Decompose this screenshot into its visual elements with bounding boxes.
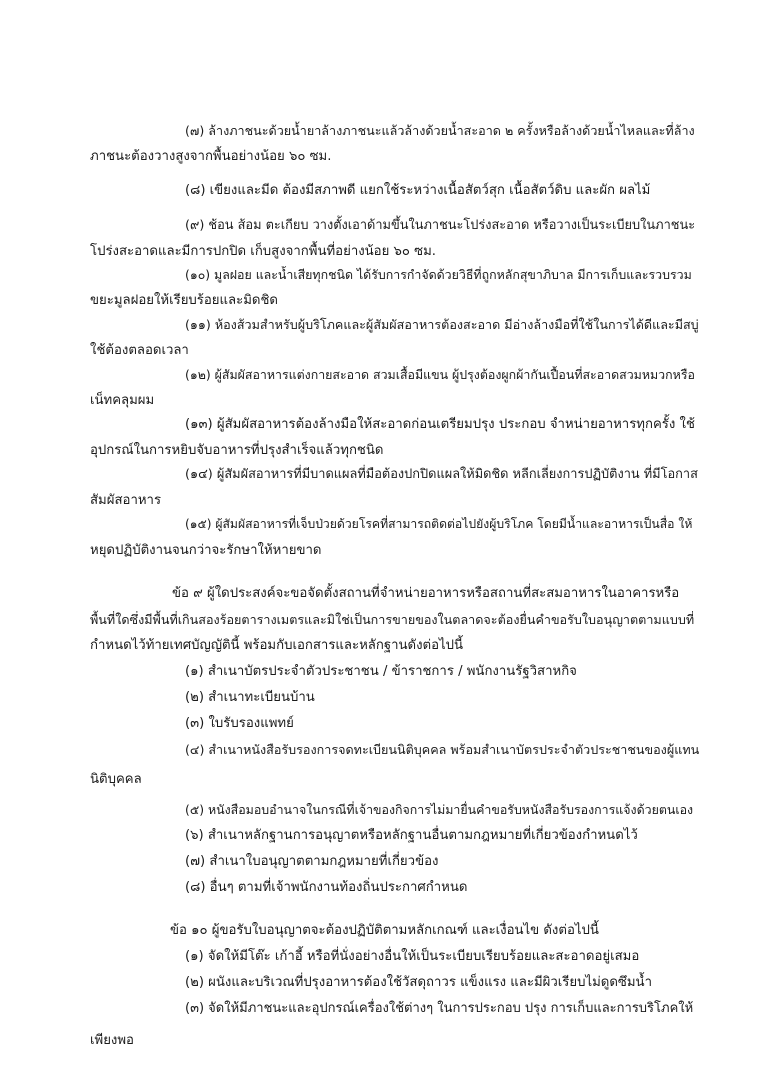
paragraph-line: หยุดปฏิบัติงานจนกว่าจะรักษาให้หายขาด xyxy=(90,543,322,558)
document-list-item: (๓) ใบรับรองแพทย์ xyxy=(185,716,294,731)
section-9-paragraph: ข้อ ๙ ผู้ใดประสงค์จะขอจัดตั้งสถานที่จำหน่ายอาหารหรือสถานที่สะสมอาหารในอาคารหรือ xyxy=(172,586,680,601)
document-list-item: นิติบุคคล xyxy=(90,772,142,787)
paragraph-line: ขยะมูลฝอยให้เรียบร้อยและมิดชิด xyxy=(90,293,278,308)
paragraph-line: (๑๕) ผู้สัมผัสอาหารที่เจ็บป่วยด้วยโรคที่สามารถติดต่อไปยังผู้บริโภค โดยมีน้ำและอาหารเป็นสื่อ ให้ xyxy=(185,517,693,531)
paragraph-line: เน็ทคลุมผม xyxy=(90,393,155,408)
section-9-paragraph: กำหนดไว้ท้ายเทศบัญญัตินี้ พร้อมกับเอกสารและหลักฐานดังต่อไปนี้ xyxy=(90,638,464,653)
section-10-paragraph: ข้อ ๑๐ ผู้ขอรับใบอนุญาตจะต้องปฏิบัติตามหลักเกณฑ์ และเงื่อนไข ดังต่อไปนี้ xyxy=(170,923,599,938)
section-9-paragraph: พื้นที่ใดซึ่งมีพื้นที่เกินสองร้อยตารางเมตรและมิใช่เป็นการขายของในตลาดจะต้องยื่นคำขอรับใบอนุญาตตามแบบที่ xyxy=(90,612,695,627)
paragraph-line: (๑๒) ผู้สัมผัสอาหารแต่งกายสะอาด สวมเสื้อมีแขน ผู้ปรุงต้องผูกผ้ากันเปื้อนที่สะอาดสวมหมวกหรือ xyxy=(185,367,695,382)
condition-list-item: เพียงพอ xyxy=(90,1033,134,1048)
paragraph-line: สัมผัสอาหาร xyxy=(90,493,162,508)
condition-list-item: (๑) จัดให้มีโต๊ะ เก้าอี้ หรือที่นั่งอย่างอื่นให้เป็นระเบียบเรียบร้อยและสะอาดอยู่เสมอ xyxy=(185,949,640,964)
document-list-item: (๘) อื่นๆ ตามที่เจ้าพนักงานท้องถิ่นประกาศกำหนด xyxy=(185,880,468,895)
paragraph-line: (๑๑) ห้องส้วมสำหรับผู้บริโภคและผู้สัมผัสอาหารต้องสะอาด มีอ่างล้างมือที่ใช้ในการได้ดีและมีสบู่ xyxy=(185,317,699,332)
condition-list-item: (๓) จัดให้มีภาชนะและอุปกรณ์เครื่องใช้ต่างๆ ในการประกอบ ปรุง การเก็บและการบริโภคให้ xyxy=(185,1001,694,1016)
document-list-item: (๑) สำเนาบัตรประจำตัวประชาชน / ข้าราชการ / พนักงานรัฐวิสาหกิจ xyxy=(185,664,577,679)
condition-list-item: (๒) ผนังและบริเวณที่ปรุงอาหารต้องใช้วัสดุถาวร แข็งแรง และมีผิวเรียบไม่ดูดซึมน้ำ xyxy=(185,975,652,990)
paragraph-line: ใช้ต้องตลอดเวลา xyxy=(90,343,189,358)
paragraph-line: อุปกรณ์ในการหยิบจับอาหารที่ปรุงสำเร็จแล้วทุกชนิด xyxy=(90,443,384,458)
paragraph-line: ภาชนะต้องวางสูงจากพื้นอย่างน้อย ๖๐ ซม. xyxy=(90,149,332,164)
document-list-item: (๖) สำเนาหลักฐานการอนุญาตหรือหลักฐานอื่นตามกฎหมายที่เกี่ยวข้องกำหนดไว้ xyxy=(185,828,638,843)
paragraph-line: (๑๐) มูลฝอย และน้ำเสียทุกชนิด ได้รับการกำจัดด้วยวิธีที่ถูกหลักสุขาภิบาล มีการเก็บและรวบรวม xyxy=(185,267,692,282)
paragraph-line: (๙) ช้อน ส้อม ตะเกียบ วางตั้งเอาด้ามขึ้นในภาชนะโปร่งสะอาด หรือวางเป็นระเบียบในภาชนะ xyxy=(185,218,696,233)
document-list-item: (๔) สำเนาหนังสือรับรองการจดทะเบียนนิติบุคคล พร้อมสำเนาบัตรประจำตัวประชาชนของผู้แทน xyxy=(185,742,700,757)
document-list-item: (๗) สำเนาใบอนุญาตตามกฎหมายที่เกี่ยวข้อง xyxy=(185,854,439,869)
paragraph-line: (๘) เขียงและมีด ต้องมีสภาพดี แยกใช้ระหว่างเนื้อสัตว์สุก เนื้อสัตว์ดิบ และผัก ผลไม้ xyxy=(185,183,651,198)
document-list-item: (๒) สำเนาทะเบียนบ้าน xyxy=(185,690,315,705)
paragraph-line: โปร่งสะอาดและมีการปกปิด เก็บสูงจากพื้นที่อย่างน้อย ๖๐ ซม. xyxy=(90,244,436,259)
document-list-item: (๕) หนังสือมอบอำนาจในกรณีที่เจ้าของกิจการไม่มายื่นคำขอรับหนังสือรับรองการแจ้งด้วยตนเอง xyxy=(185,802,694,817)
paragraph-line: (๑๓) ผู้สัมผัสอาหารต้องล้างมือให้สะอาดก่อนเตรียมปรุง ประกอบ จำหน่ายอาหารทุกครั้ง ใช้ xyxy=(185,417,695,432)
paragraph-line: (๗) ล้างภาชนะด้วยน้ำยาล้างภาชนะแล้วล้างด้วยน้ำสะอาด ๒ ครั้งหรือล้างด้วยน้ำไหลและที่ล้าง xyxy=(185,123,695,138)
paragraph-line: (๑๔) ผู้สัมผัสอาหารที่มีบาดแผลที่มือต้องปกปิดแผลให้มิดชิด หลีกเลี่ยงการปฏิบัติงาน ที่มีโอกาส xyxy=(185,467,698,482)
